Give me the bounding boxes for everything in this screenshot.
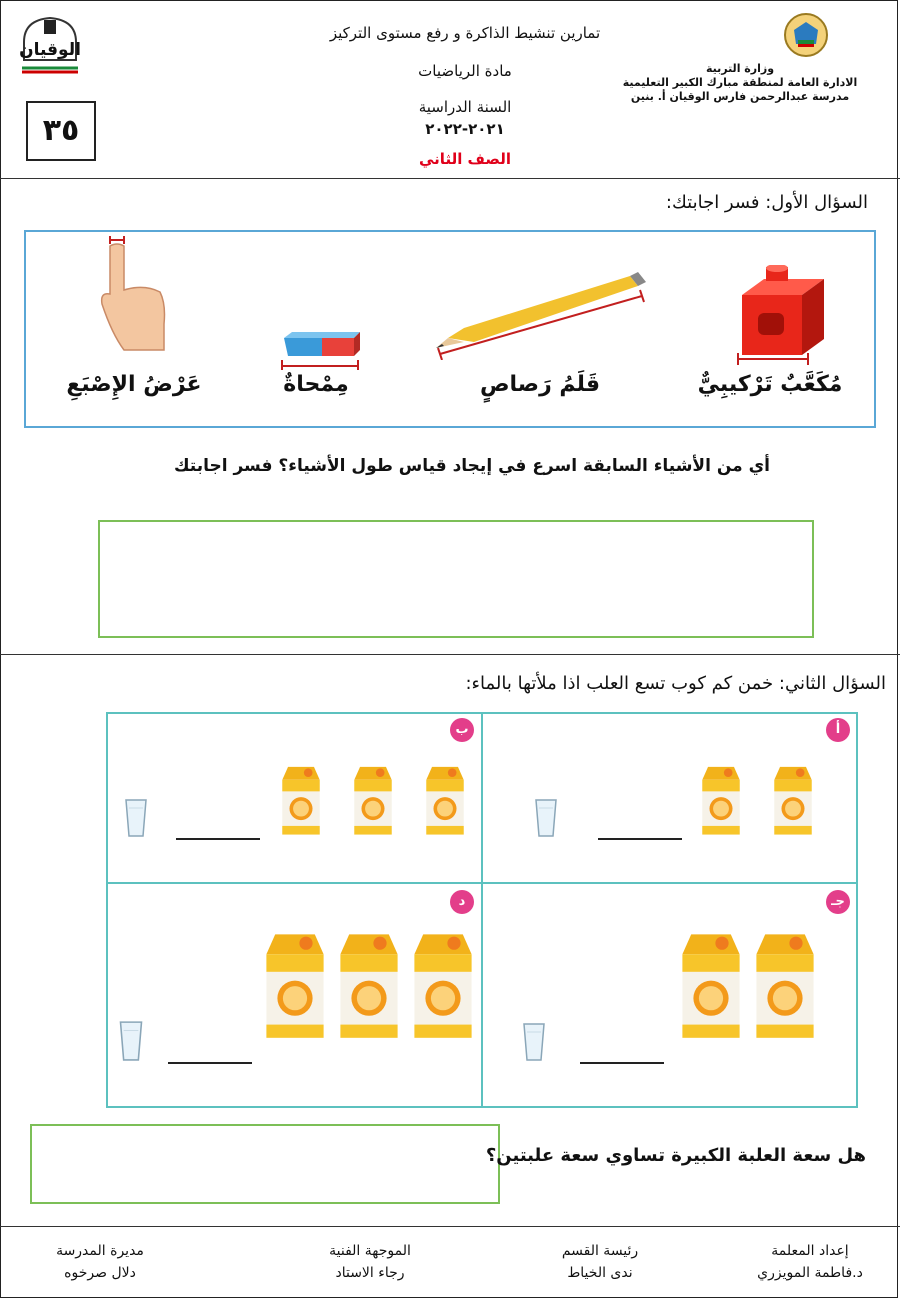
footer-teacher (740, 1240, 880, 1284)
panel-d-carton-3 (410, 922, 476, 1048)
label-linking-cube: مُكَعَّبٌ تَرْكيبِيٌّ (697, 372, 843, 397)
panel-d-answer-line[interactable] (168, 1062, 252, 1064)
footer-head (530, 1240, 670, 1284)
panel-c-badge: جـ (826, 890, 850, 914)
question2-title: السؤال الثاني: خمن كم كوب تسع العلب اذا ملأتها بالماء: (465, 673, 886, 694)
footer-supervisor (300, 1240, 440, 1284)
panel-c-carton-2 (752, 922, 818, 1048)
footer-head-role: رئيسة القسم (561, 1243, 639, 1259)
label-finger-width: عَرْضُ الإِصْبَعِ (66, 372, 202, 397)
ministry-name: وزارة التربية (705, 62, 775, 75)
worksheet-title: تمارين تنشيط الذاكرة و رفع مستوى التركيز (329, 24, 601, 42)
eraser-image (278, 326, 362, 370)
footer-principal (30, 1240, 170, 1284)
panel-b-cup-icon (124, 798, 148, 838)
year-value: ٢٠٢١-٢٠٢٢ (425, 120, 505, 138)
footer-divider (0, 1226, 900, 1227)
school-name: مدرسة عبدالرحمن فارس الوقيان أ. بنين (630, 90, 850, 103)
panel-a-cup-icon (534, 798, 558, 838)
logo-text: الوقيان (19, 40, 81, 60)
label-pencil: قَلَمُ رَصاصٍ (479, 372, 601, 397)
panel-b-carton-3 (418, 764, 472, 836)
panel-b-carton-1 (274, 764, 328, 836)
footer-supervisor-role: الموجهة الفنية (329, 1243, 411, 1259)
footer-principal-name: دلال صرخوه (64, 1265, 136, 1281)
subject: مادة الرياضيات (418, 62, 512, 80)
panel-a-answer-line[interactable] (598, 838, 682, 840)
panel-b-badge: ب (450, 718, 474, 742)
panel-d-carton-2 (336, 922, 402, 1048)
question2-bottom-question: هل سعة العلبة الكبيرة تساوي سعة علبتين؟ (485, 1145, 866, 1166)
question2-answer-box[interactable] (30, 1124, 500, 1204)
panel-b-carton-2 (346, 764, 400, 836)
footer-supervisor-name: رجاء الاستاد (335, 1265, 405, 1281)
panel-a-carton-2 (766, 764, 820, 836)
panel-b-answer-line[interactable] (176, 838, 260, 840)
label-eraser: مِمْحاةٌ (283, 372, 349, 397)
directorate-name: الادارة العامة لمنطقة مبارك الكبير التعليمية (622, 76, 858, 89)
footer-principal-role: مديرة المدرسة (56, 1243, 144, 1259)
grade: الصف الثاني (419, 150, 511, 168)
linking-cube-image (728, 265, 838, 365)
question1-prompt: أي من الأشياء السابقة اسرع في إيجاد قياس طول الأشياء؟ فسر اجابتك (173, 456, 770, 476)
panel-a-carton-1 (694, 764, 748, 836)
question1-answer-box[interactable] (98, 520, 814, 638)
panel-c-cup-icon (522, 1022, 546, 1062)
header-divider (0, 178, 900, 179)
question1-title: السؤال الأول: فسر اجابتك: (665, 192, 868, 213)
grid-vertical-line (481, 712, 483, 1108)
finger-image (94, 234, 174, 354)
footer-teacher-role: إعداد المعلمة (771, 1243, 849, 1259)
grid-horizontal-line (106, 882, 858, 884)
school-logo (14, 12, 86, 82)
panel-c-carton-1 (678, 922, 744, 1048)
panel-d-cup-icon (118, 1020, 144, 1062)
panel-a-badge: أ (826, 718, 850, 742)
panel-d-badge: د (450, 890, 474, 914)
panel-d-carton-1 (262, 922, 328, 1048)
ministry-emblem (782, 10, 830, 60)
footer-head-name: ندى الخياط (567, 1265, 633, 1281)
section-divider (0, 654, 900, 655)
footer-teacher-name: د.فاطمة المويزري (757, 1265, 863, 1281)
page-number-box: ٣٥ (26, 101, 96, 161)
year-label: السنة الدراسية (418, 98, 512, 116)
pencil-image (434, 268, 650, 360)
panel-c-answer-line[interactable] (580, 1062, 664, 1064)
